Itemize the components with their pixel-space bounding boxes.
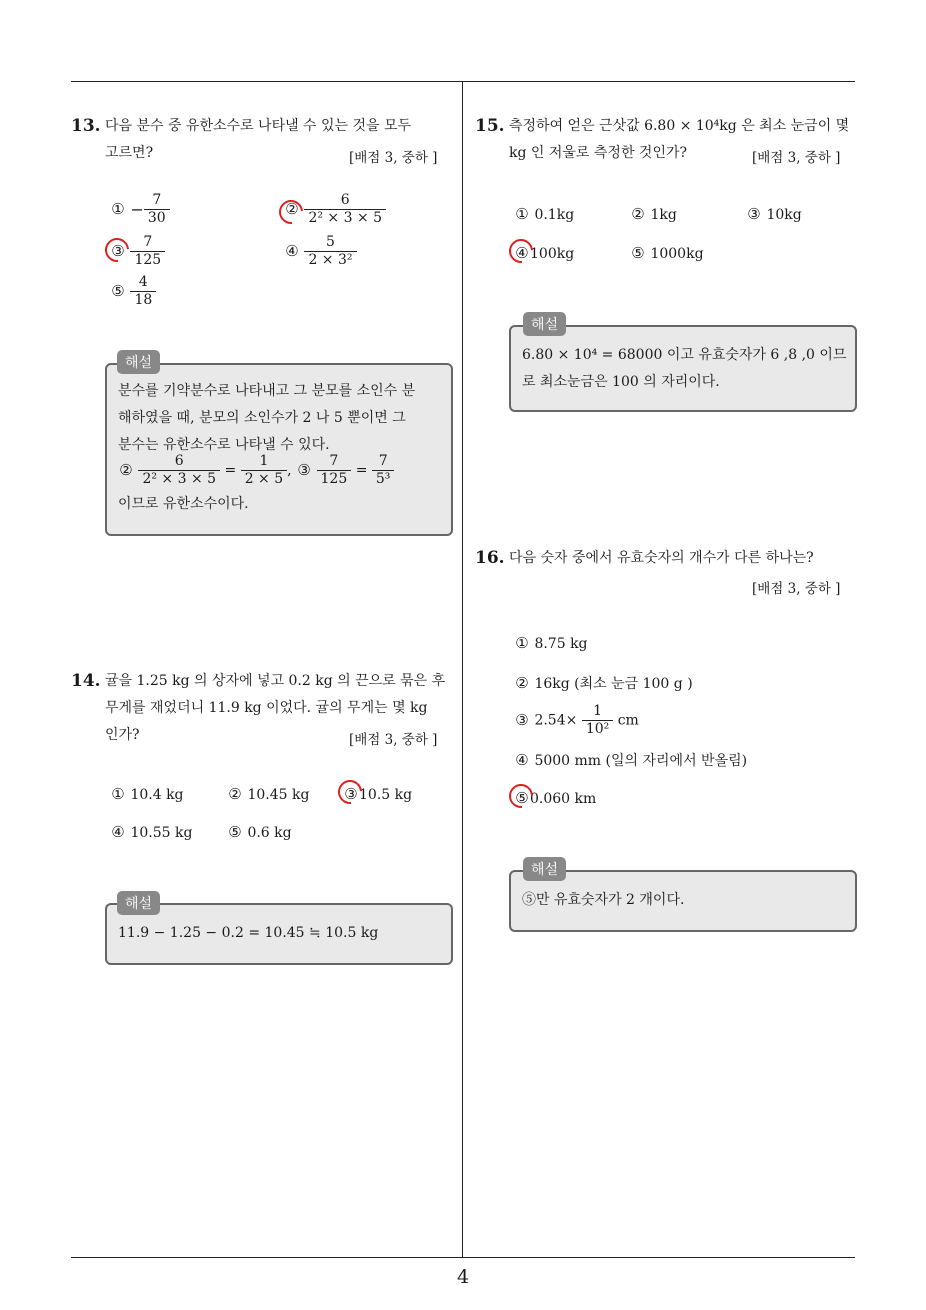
choice-4[interactable]: ④ 10.55 kg: [111, 823, 193, 841]
fraction: $\frac{1}{\text{10²}}$: [582, 703, 613, 738]
choice-3[interactable]: ③ $\frac{7}{125}$: [110, 234, 165, 269]
fraction: $\frac{7}{30}$: [144, 192, 170, 227]
solution-text: 6.80 × 10⁴ = 68000 이고 유효숫자가 6 ,8 ,0 이므: [522, 347, 847, 363]
choice-4[interactable]: ④ $\frac{5}{\text{2 × 3²}}$: [284, 234, 357, 269]
solution-text: 분수를 기약분수로 나타내고 그 분모를 소인수 분: [118, 383, 416, 399]
choice-2[interactable]: ② $\frac{6}{\text{2² × 3 × 5}}$: [284, 192, 386, 227]
choice-3[interactable]: ③10.5 kg: [344, 785, 413, 803]
answer-mark: [504, 779, 538, 813]
score-meta: [배점 3, 중하 ]: [752, 581, 841, 597]
question-number: 15.: [475, 116, 505, 136]
choice-2[interactable]: ② 1kg: [631, 205, 677, 223]
solution-tag: 해설: [523, 312, 566, 336]
solution-tag: 해설: [117, 891, 160, 915]
choice-1[interactable]: ① 10.4 kg: [111, 785, 184, 803]
column-divider: [462, 82, 463, 1257]
question-text: 고르면?: [105, 145, 154, 161]
question-number: 14.: [71, 671, 101, 691]
choice-5[interactable]: ⑤ $\frac{4}{18}$: [110, 274, 156, 309]
solution-equation: ② $\frac{6}{\text{2² × 3 × 5}}$ = $\frac{1}{2 \times 5}$ , ③ $\frac{7}{125}$ = $\frac{7}{\text{5³}}$: [118, 453, 394, 488]
choice-5[interactable]: ⑤0.060 km: [515, 789, 597, 807]
choice-2[interactable]: ② 10.45 kg: [228, 785, 310, 803]
fraction: $\frac{5}{\text{2 × 3²}}$: [304, 234, 356, 269]
choice-3[interactable]: ③ 2.54× $\frac{1}{\text{10²}}$ cm: [515, 703, 639, 737]
question-text: 다음 숫자 중에서 유효숫자의 개수가 다른 하나는?: [509, 550, 814, 566]
solution-text: 해하였을 때, 분모의 소인수가 2 나 5 뿐이면 그: [118, 410, 406, 426]
question-text: kg 인 저울로 측정한 것인가?: [509, 145, 687, 161]
solution-text: ⑤만 유효숫자가 2 개이다.: [522, 892, 685, 908]
fraction: $\frac{6}{\text{2² × 3 × 5}}$: [304, 192, 386, 227]
choice-5[interactable]: ⑤ 1000kg: [631, 244, 704, 262]
choice-1[interactable]: ① 0.1kg: [515, 205, 575, 223]
choice-4[interactable]: ④ 5000 mm (일의 자리에서 반올림): [515, 751, 748, 769]
question-number: 13.: [71, 116, 101, 136]
choice-1[interactable]: ① 8.75 kg: [515, 634, 588, 652]
question-text: 다음 분수 중 유한소수로 나타낼 수 있는 것을 모두: [105, 118, 412, 134]
question-text: 무게를 재었더니 11.9 kg 이었다. 귤의 무게는 몇 kg: [105, 700, 428, 716]
solution-text: 로 최소눈금은 100 의 자리이다.: [522, 374, 720, 390]
question-number: 16.: [475, 548, 505, 568]
top-rule: [71, 81, 855, 82]
choice-1[interactable]: ① − $\frac{7}{30}$: [110, 192, 170, 227]
choice-2[interactable]: ② 16kg (최소 눈금 100 g ): [515, 674, 693, 692]
answer-mark: [333, 775, 367, 809]
question-text: 귤을 1.25 kg 의 상자에 넣고 0.2 kg 의 끈으로 묶은 후: [105, 673, 446, 689]
question-text: 인가?: [105, 727, 140, 743]
fraction: $\frac{4}{18}$: [130, 274, 156, 309]
choice-4[interactable]: ④100kg: [515, 244, 575, 262]
fraction: $\frac{7}{125}$: [130, 234, 165, 269]
bottom-rule: [71, 1257, 855, 1258]
solution-text: 분수는 유한소수로 나타낼 수 있다.: [118, 437, 330, 453]
solution-text: 이므로 유한소수이다.: [118, 496, 249, 512]
choice-5[interactable]: ⑤ 0.6 kg: [228, 823, 292, 841]
choice-3[interactable]: ③ 10kg: [747, 205, 802, 223]
score-meta: [배점 3, 중하 ]: [752, 150, 841, 166]
solution-tag: 해설: [523, 857, 566, 881]
score-meta: [배점 3, 중하 ]: [349, 732, 438, 748]
solution-text: 11.9 − 1.25 − 0.2 = 10.45 ≒ 10.5 kg: [118, 925, 379, 941]
solution-tag: 해설: [117, 350, 160, 374]
score-meta: [배점 3, 중하 ]: [349, 150, 438, 166]
page-number: 4: [456, 1266, 470, 1288]
answer-mark: [504, 234, 538, 268]
question-text: 측정하여 얻은 근삿값 6.80 × 10⁴kg 은 최소 눈금이 몇: [509, 118, 850, 134]
